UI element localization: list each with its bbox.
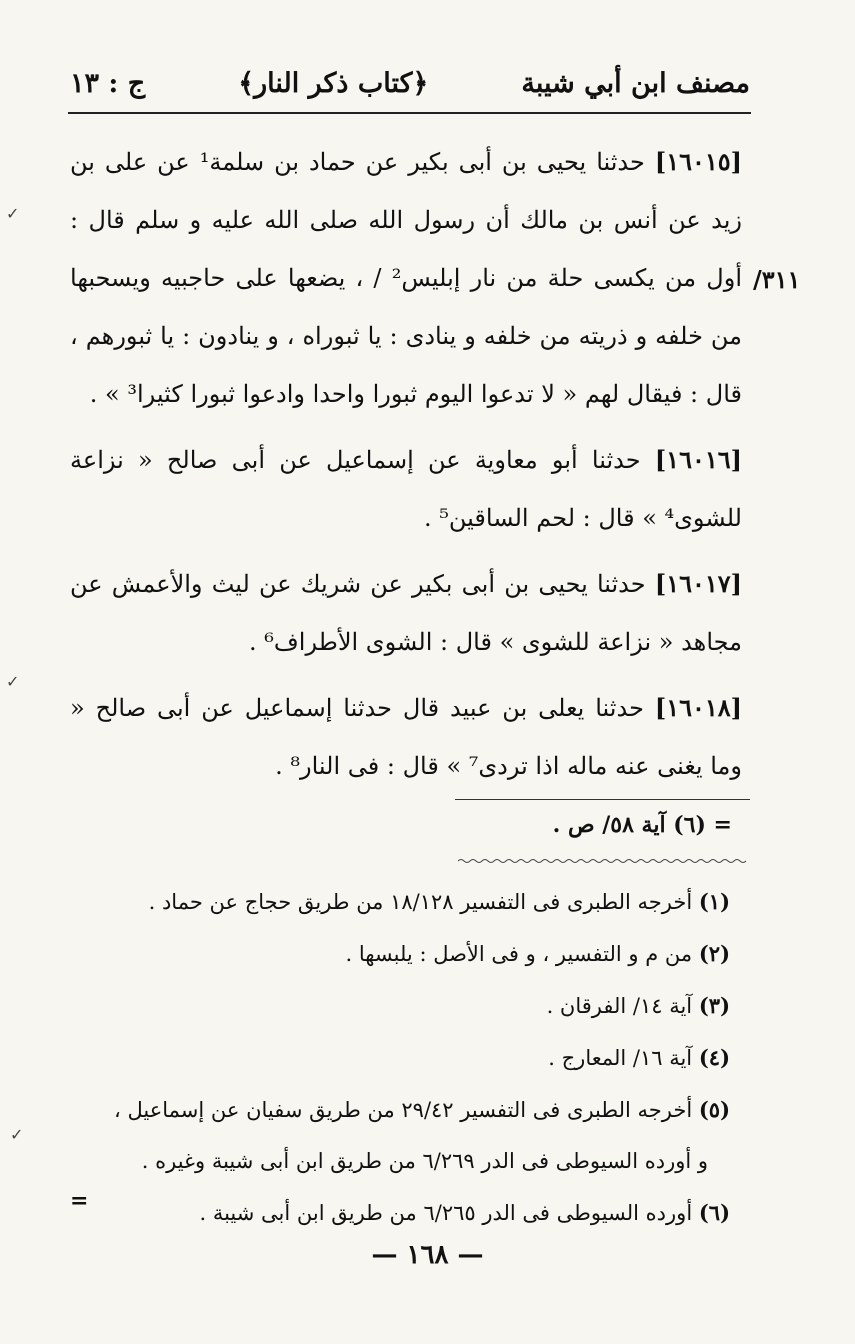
footnote [70,980,730,1032]
hadith-number: [١٦٠١٥] [654,147,742,176]
footnote [70,928,730,980]
hadith-number: [١٦٠١٨] [654,693,742,722]
wavy-separator [458,858,748,864]
hadith-number: [١٦٠١٦] [654,445,742,474]
hadith-text: حدثنا يحيى بن أبى بكير عن حماد بن سلمة¹ عن على بن زيد عن أنس بن مالك أن رسول الله صلى الله عليه و سلم قال : أول من يكسى حلة من نار إبليس² / ، يضعها على حاجبيه ويسحبها من خلفه و ذريته من خلفه و ينادى : يا ثبوراه ، و ينادون : يا ثبورهم ، قال : فيقال لهم « لا تدعوا اليوم ثبورا واحدا وادعوا ثبورا كثيرا³ » . [70,148,743,408]
margin-check-mark: ✓ [10,1125,24,1144]
header-rule [68,112,751,114]
footnote-text: أخرجه الطبرى فى التفسير ٢٩/٤٢ من طريق سفيان عن إسماعيل ، [114,1098,693,1122]
book-title: مصنف ابن أبي شيبة [521,67,750,99]
hadith-text: حدثنا يعلى بن عبيد قال حدثنا إسماعيل عن أبى صالح « وما يغنى عنه ماله اذا تردى⁷ » قال : فى النار⁸ . [70,694,742,780]
footnote-number: (٢) [698,941,730,966]
margin-check-mark: ✓ [6,672,20,691]
footnote-number: (٣) [698,993,730,1018]
footnote-text: أخرجه الطبرى فى التفسير ١٨/١٢٨ من طريق حجاج عن حماد . [148,890,693,914]
continuation-marker: = [70,1188,89,1214]
page-number: — ١٦٨ — [371,1240,484,1270]
footnote-text: آية ١٤/ الفرقان . [546,994,693,1018]
footnote [70,1032,730,1084]
footnote-number: (٤) [698,1045,730,1070]
continued-footnote: = (٦) آية ٥٨/ ص . [552,812,732,838]
footnote-number: (٥) [698,1097,730,1122]
footnote-separator [455,799,750,800]
hadith-entry [70,555,742,671]
hadith-number: [١٦٠١٧] [654,569,742,598]
footnote [70,1084,730,1136]
footnotes [70,876,730,1239]
footnote-number: (٦) [698,1200,730,1225]
hadith-entry [70,133,742,423]
hadith-entry [70,679,742,795]
footnote-continuation [70,1136,730,1187]
footnote [70,876,730,928]
margin-check-mark: ✓ [6,204,20,223]
chapter-title: ﴿كتاب ذكر النار﴾ [238,67,429,99]
hadith-text-block [70,133,742,803]
footnote-text: أورده السيوطى فى الدر ٦/٢٦٥ من طريق ابن أبى شيبة . [199,1201,693,1225]
running-header [70,58,750,108]
footnote-text: آية ١٦/ المعارج . [548,1046,693,1070]
footnote-text: و أورده السيوطى فى الدر ٦/٢٦٩ من طريق ابن أبى شيبة وغيره . [141,1149,708,1173]
footnote-text: من م و التفسير ، و فى الأصل : يلبسها . [345,942,693,966]
hadith-entry [70,431,742,547]
footnote [70,1187,730,1239]
margin-page-reference: ٣١١/ [753,265,801,294]
hadith-text: حدثنا أبو معاوية عن إسماعيل عن أبى صالح « نزاعة للشوى⁴ » قال : لحم الساقين⁵ . [70,446,742,532]
hadith-text: حدثنا يحيى بن أبى بكير عن شريك عن ليث والأعمش عن مجاهد « نزاعة للشوى » قال : الشوى الأطراف⁶ . [70,570,742,656]
volume-number: ج : ١٣ [70,67,146,99]
footnote-number: (١) [698,889,730,914]
